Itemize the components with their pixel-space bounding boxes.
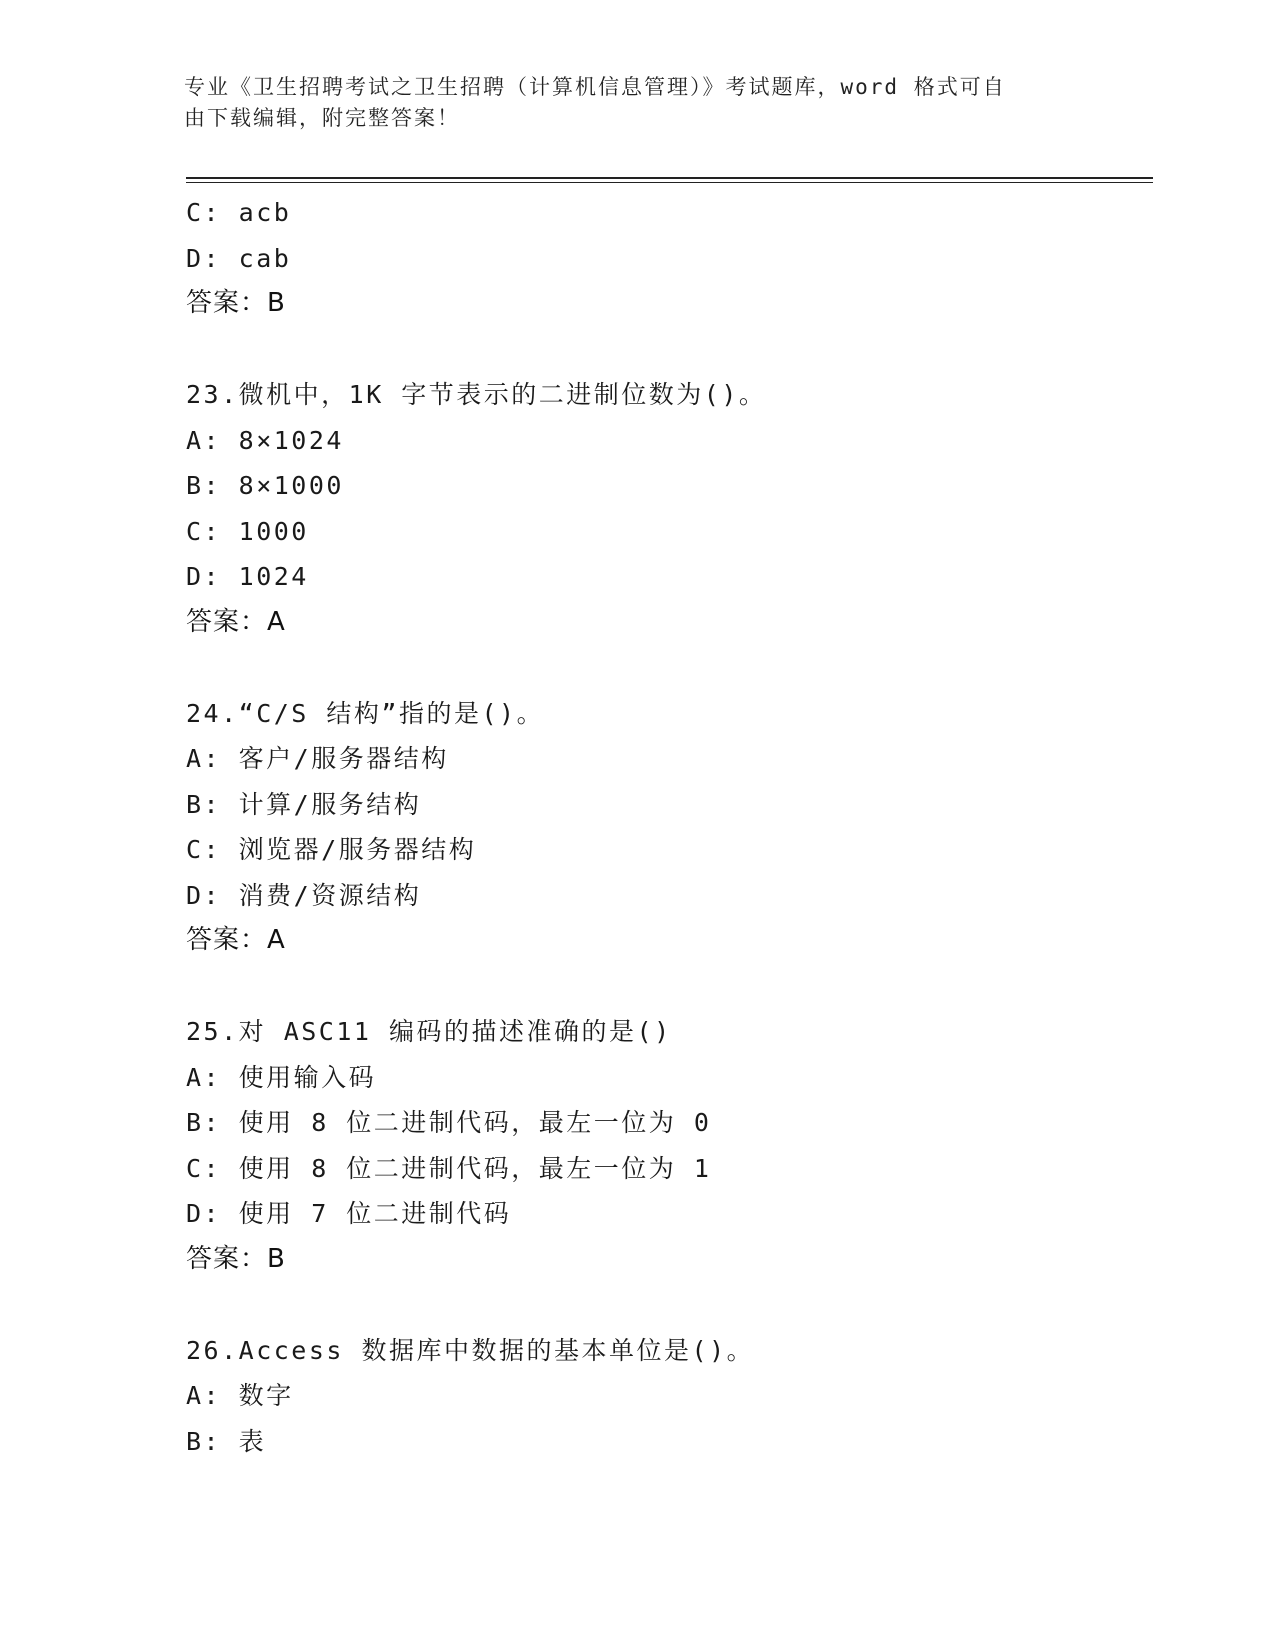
answer-line: 答案：A: [186, 606, 286, 637]
question-list: [186, 190, 1146, 1464]
header-rule-thick: [186, 177, 1153, 179]
option-b: B: 使用 8 位二进制代码，最左一位为 0: [186, 1108, 712, 1137]
question-stem: 24.“C/S 结构”指的是()。: [186, 698, 545, 728]
question-stem: 23.微机中，1K 字节表示的二进制位数为()。: [186, 380, 767, 409]
option-b: B: 表: [186, 1426, 267, 1456]
option-b: B: 8×1000: [186, 471, 344, 500]
question-spacer: [186, 327, 1146, 373]
question-stem: 25.对 ASC11 编码的描述准确的是(): [186, 1017, 672, 1046]
question-spacer: [186, 964, 1146, 1010]
answer-line: 答案：A: [186, 925, 286, 955]
option-a: A: 8×1024: [186, 425, 344, 455]
header-line-1: 专业《卫生招聘考试之卫生招聘（计算机信息管理）》考试题库，word 格式可自: [184, 75, 1006, 99]
option-d: D: 1024: [186, 562, 309, 591]
option-c: C: acb: [186, 198, 292, 227]
option-c: C: 浏览器/服务器结构: [186, 835, 477, 864]
option-a: A: 客户/服务器结构: [186, 744, 449, 773]
option-c: C: 使用 8 位二进制代码，最左一位为 1: [186, 1153, 712, 1183]
question-spacer: [186, 645, 1146, 691]
question-spacer: [186, 1282, 1146, 1328]
option-d: D: 使用 7 位二进制代码: [186, 1199, 512, 1228]
option-d: D: cab: [186, 243, 292, 273]
question-stem: 26.Access 数据库中数据的基本单位是()。: [186, 1335, 755, 1365]
option-a: A: 数字: [186, 1381, 294, 1410]
option-a: A: 使用输入码: [186, 1062, 377, 1092]
document-header: [184, 72, 1064, 134]
answer-line: 答案：B: [186, 1243, 286, 1274]
option-d: D: 消费/资源结构: [186, 880, 422, 910]
answer-line: 答案：B: [186, 288, 286, 318]
header-line-2: 由下载编辑，附完整答案！: [184, 106, 460, 130]
option-b: B: 计算/服务结构: [186, 789, 422, 819]
header-rule-thin: [186, 182, 1153, 183]
option-c: C: 1000: [186, 516, 309, 546]
